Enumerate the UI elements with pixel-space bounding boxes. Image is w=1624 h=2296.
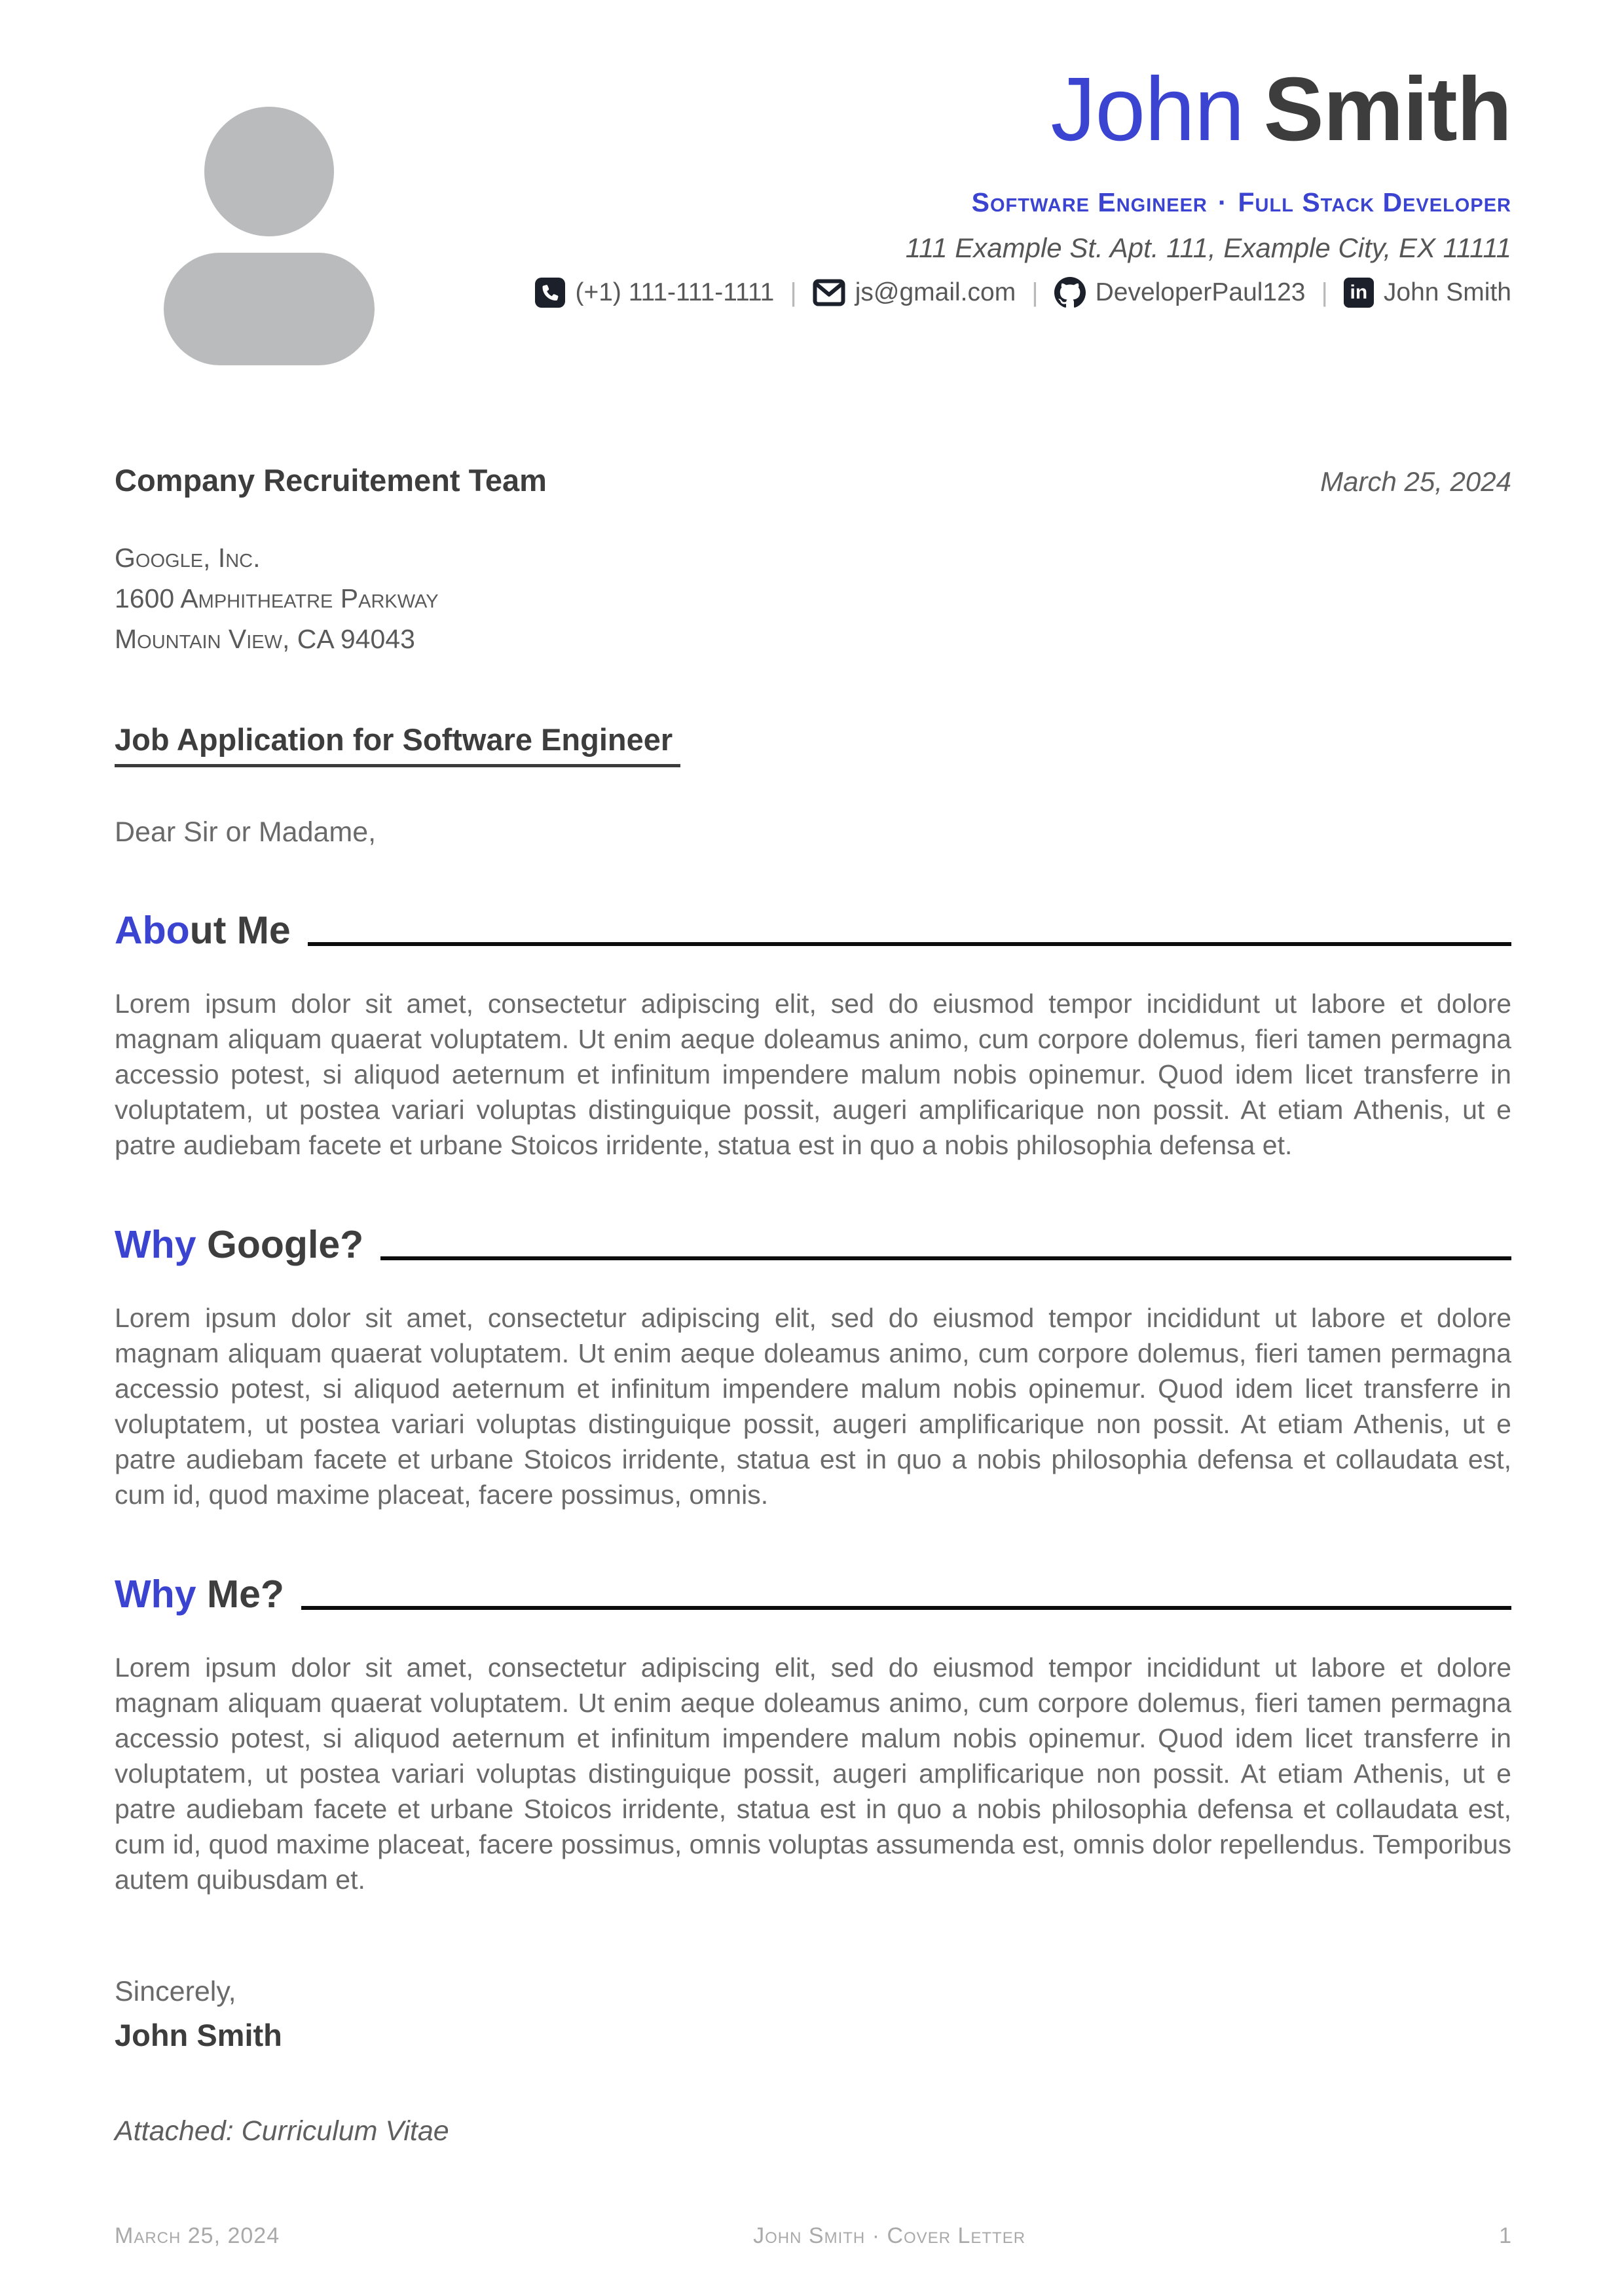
github-username: DeveloperPaul123: [1095, 278, 1306, 306]
company-name: Google, Inc.: [115, 543, 261, 573]
section-title-rest: ut Me: [189, 909, 291, 952]
subject-text: Job Application for Software Engineer: [115, 721, 680, 767]
section-rule: [380, 1256, 1511, 1260]
footer-doc-title: John Smith · Cover Letter: [753, 2223, 1026, 2248]
phone-contact[interactable]: [535, 278, 774, 308]
page-title: [115, 60, 1511, 158]
section-paragraph: Lorem ipsum dolor sit amet, consectetur adipiscing elit, sed do eiusmod tempor incididunt ut labore et dolore magnam aliquam quaerat voluptatem. Ut enim aeque doleamus animo, cum corpore dolemus, fieri tamen permagna accessio potest, si aliquod aeternum et infinitum impendere malum nobis opinemur. Quod idem licet transferre in voluptatem, ut postea variari voluptas distinguique possit, augeri amplificarique non possit. At etiam Athenis, ut e patre audiebam facete et urbane Stoicos irridente, statua est in quo a nobis philosophia defensa et.: [115, 988, 1511, 1160]
letter-date: March 25, 2024: [1320, 466, 1511, 497]
phone-icon: [535, 278, 565, 308]
header: [115, 0, 1511, 308]
github-icon: [1054, 277, 1086, 308]
linkedin-icon: in: [1344, 278, 1374, 308]
recipient-name: Company Recruitement Team: [115, 463, 547, 498]
linkedin-name: John Smith: [1383, 278, 1511, 306]
contact-separator: |: [1031, 278, 1039, 307]
github-contact[interactable]: [1054, 277, 1306, 308]
section-rule: [301, 1606, 1511, 1610]
contact-separator: |: [1321, 278, 1328, 307]
section-title-accent: Why: [115, 1572, 196, 1616]
phone-number: (+1) 111-111-1111: [575, 278, 775, 306]
section-why-google: [115, 1223, 1511, 1512]
section-rule: [308, 942, 1511, 946]
recipient-row: [115, 462, 1511, 498]
section-title-accent: Abo: [115, 909, 190, 952]
company-street: 1600 Amphitheatre Parkway: [115, 583, 439, 613]
contact-separator: |: [790, 278, 797, 307]
section-about-me: [115, 909, 1511, 1163]
footer-date: March 25, 2024: [115, 2223, 280, 2248]
signature-name: John Smith: [115, 2017, 282, 2052]
section-title-accent: Why: [115, 1222, 196, 1266]
closing: Sincerely,: [115, 1975, 236, 2007]
page-footer: [115, 2223, 1511, 2249]
section-paragraph: Lorem ipsum dolor sit amet, consectetur adipiscing elit, sed do eiusmod tempor incididunt ut labore et dolore magnam aliquam quaerat voluptatem. Ut enim aeque doleamus animo, cum corpore dolemus, fieri tamen permagna accessio potest, si aliquod aeternum et infinitum impendere malum nobis opinemur. Quod idem licet transferre in voluptatem, ut postea variari voluptas distinguique possit, augeri amplificarique non possit. At etiam Athenis, ut e patre audiebam facete et urbane Stoicos irridente, statua est in quo a nobis philosophia defensa et collaudata est, cum id, quod maxime placeat, facere possimus, omnis.: [115, 1302, 1511, 1510]
enclosure-note: Attached: Curriculum Vitae: [115, 2115, 449, 2147]
tagline: [115, 187, 1511, 218]
email-address: js@gmail.com: [855, 278, 1016, 306]
section-why-me: [115, 1573, 1511, 1897]
subject-line: [115, 721, 1511, 767]
recipient-address: [115, 538, 1511, 659]
tagline-left: Software Engineer: [971, 187, 1208, 217]
tagline-separator: ·: [1217, 187, 1228, 217]
section-title: [115, 1223, 1511, 1267]
street-address: 111 Example St. Apt. 111, Example City, EX 11111: [905, 232, 1511, 263]
salutation: Dear Sir or Madame,: [115, 816, 377, 848]
email-icon: [813, 279, 845, 306]
section-title: [115, 909, 1511, 953]
section-title-rest: Me?: [196, 1572, 284, 1616]
section-title: [115, 1573, 1511, 1617]
footer-page-number: 1: [1499, 2223, 1511, 2248]
tagline-right: Full Stack Developer: [1238, 187, 1511, 217]
first-name: John: [1050, 59, 1244, 160]
company-city: Mountain View, CA 94043: [115, 624, 415, 654]
email-contact[interactable]: [813, 278, 1016, 307]
section-paragraph: Lorem ipsum dolor sit amet, consectetur adipiscing elit, sed do eiusmod tempor incididunt ut labore et dolore magnam aliquam quaerat voluptatem. Ut enim aeque doleamus animo, cum corpore dolemus, fieri tamen permagna accessio potest, si aliquod aeternum et infinitum impendere malum nobis opinemur. Quod idem licet transferre in voluptatem, ut postea variari voluptas distinguique possit, augeri amplificarique non possit. At etiam Athenis, ut e patre audiebam facete et urbane Stoicos irridente, statua est in quo a nobis philosophia defensa et collaudata est, cum id, quod maxime placeat, facere possimus, omnis voluptas assumenda est, omnis dolor repellendus. Temporibus autem quibusdam et.: [115, 1652, 1511, 1895]
contact-row: [115, 277, 1511, 308]
linkedin-contact[interactable]: [1344, 278, 1511, 308]
last-name: Smith: [1263, 59, 1511, 160]
section-title-rest: Google?: [196, 1222, 364, 1266]
